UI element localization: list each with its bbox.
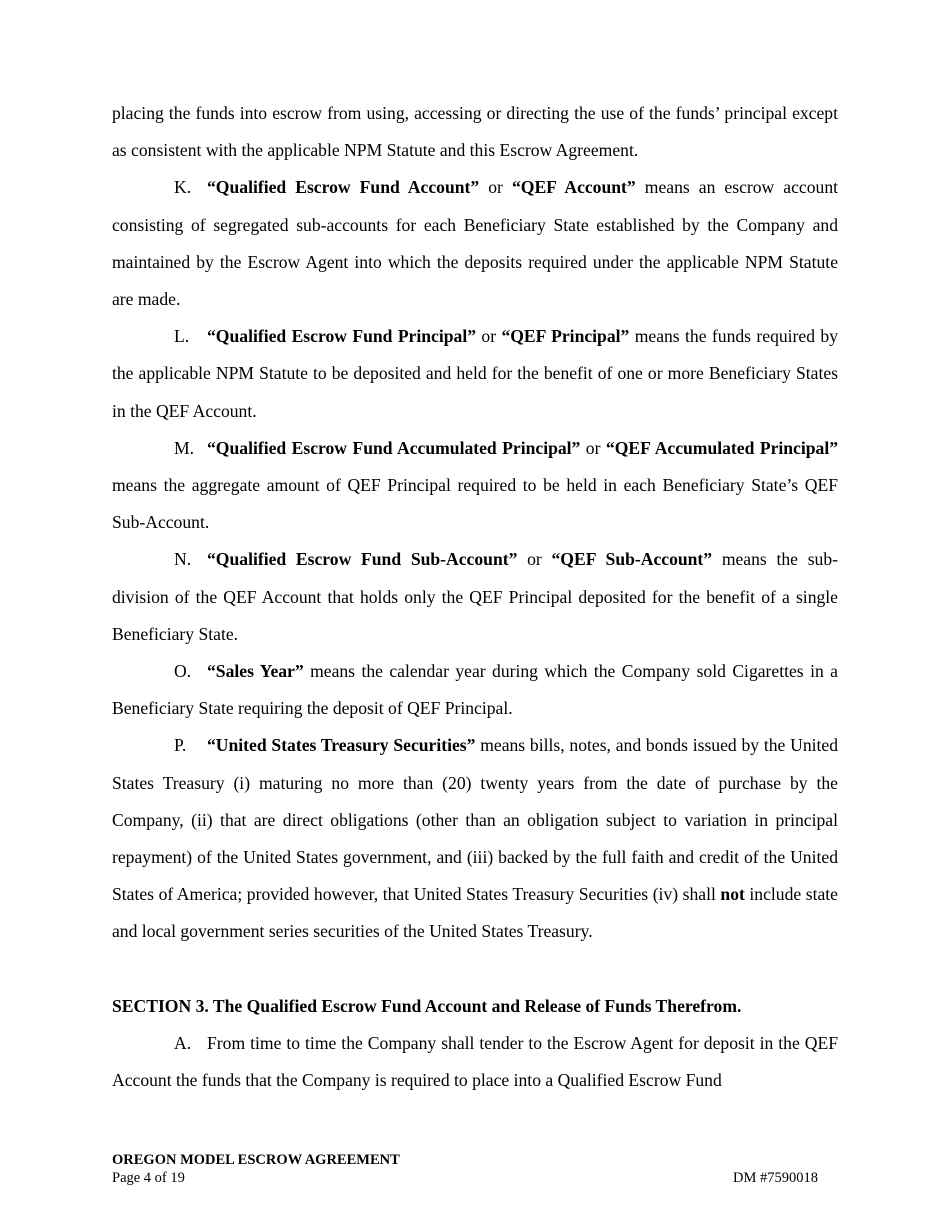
definition-o: [112, 653, 838, 727]
definition-n-alt-term: “QEF Sub-Account”: [551, 549, 713, 570]
definition-m: [112, 430, 838, 542]
definition-k-label: K.: [174, 177, 192, 198]
footer-row: [112, 1169, 818, 1187]
definition-l-label: L.: [174, 326, 190, 347]
definition-m-label: M.: [174, 437, 195, 458]
definition-l-or: or: [476, 326, 502, 347]
definition-p-body-end: include state and local government series securities of the United States Treasury.: [112, 884, 838, 942]
definition-o-body: means the calendar year during which the Company sold Cigarettes in a Beneficiary State requiring the deposit of QEF Principal.: [112, 661, 838, 719]
definition-k: [112, 169, 838, 318]
definition-l: [112, 318, 838, 430]
definition-k-or: or: [479, 177, 512, 198]
definition-p: [112, 727, 838, 950]
definition-p-emphasis: not: [720, 884, 745, 905]
definition-m-or: or: [580, 437, 606, 458]
page-number: Page 4 of 19: [112, 1170, 185, 1186]
footer-title: OREGON MODEL ESCROW AGREEMENT: [112, 1152, 400, 1168]
definition-l-body: means the funds required by the applicable NPM Statute to be deposited and held for the benefit of one or more Beneficiary States in the QEF Account.: [112, 326, 838, 421]
definition-p-term: “United States Treasury Securities”: [207, 735, 476, 756]
definition-l-term: “Qualified Escrow Fund Principal”: [207, 326, 477, 347]
definition-n-or: or: [517, 549, 552, 570]
definition-n-term: “Qualified Escrow Fund Sub-Account”: [207, 549, 518, 570]
definition-m-body: means the aggregate amount of QEF Principal required to be held in each Beneficiary State’s QEF Sub-Account.: [112, 475, 838, 533]
definition-n: [112, 541, 838, 653]
definition-n-label: N.: [174, 549, 192, 570]
section-3-a-body: From time to time the Company shall tender to the Escrow Agent for deposit in the QEF Account the funds that the Company is required to place into a Qualified Escrow Fund: [112, 1032, 838, 1091]
definition-k-alt-term: “QEF Account”: [511, 177, 636, 198]
section-3-a-label: A.: [174, 1032, 192, 1053]
page-footer: [112, 1151, 818, 1187]
paragraph-intro: [112, 95, 838, 169]
definition-l-alt-term: “QEF Principal”: [501, 326, 630, 347]
section-3-heading: SECTION 3. The Qualified Escrow Fund Account and Release of Funds Therefrom.: [112, 995, 742, 1016]
definition-p-label: P.: [174, 735, 187, 756]
definition-n-body: means the sub-division of the QEF Account that holds only the QEF Principal deposited for the benefit of a single Beneficiary State.: [112, 549, 838, 644]
definition-p-body-start: means bills, notes, and bonds issued by the United States Treasury (i) maturing no more than (20) twenty years from the date of purchase by the Company, (ii) that are direct obligations (other than an obligation subject to variation in principal repayment) of the United States government, and (iii) backed by the full faith and credit of the United States of America; provided however, that United States Treasury Securities (iv) shall: [112, 735, 838, 905]
document-id: DM #7590018: [733, 1170, 818, 1186]
definition-o-term: “Sales Year”: [207, 661, 304, 682]
definition-k-term: “Qualified Escrow Fund Account”: [207, 177, 480, 198]
definition-m-term: “Qualified Escrow Fund Accumulated Principal”: [207, 437, 581, 458]
section-3-paragraph-a: [112, 1025, 838, 1099]
paragraph-intro-text: placing the funds into escrow from using, accessing or directing the use of the funds’ principal except as consistent with the applicable NPM Statute and this Escrow Agreement.: [112, 103, 838, 161]
document-page: [112, 95, 838, 1099]
definition-m-alt-term: “QEF Accumulated Principal”: [605, 437, 839, 458]
definition-o-label: O.: [174, 661, 192, 682]
definition-k-body: means an escrow account consisting of segregated sub-accounts for each Beneficiary State established by the Company and maintained by the Escrow Agent into which the deposits required under the applicable NPM Statute are made.: [112, 177, 839, 310]
